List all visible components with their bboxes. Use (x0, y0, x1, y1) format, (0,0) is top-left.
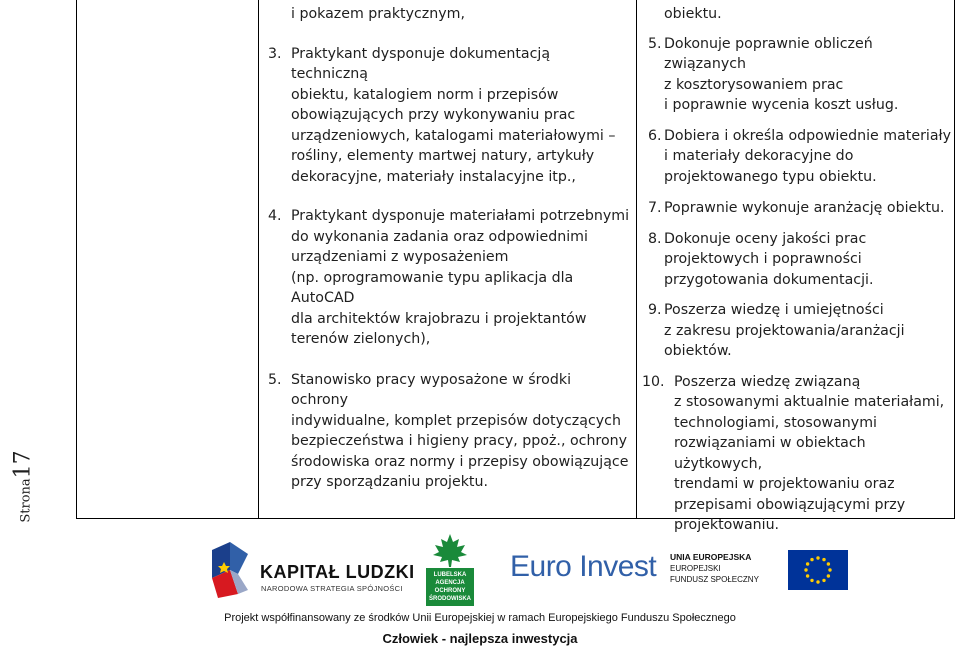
table-divider-left (258, 0, 259, 519)
table-border-left (76, 0, 77, 519)
item-line: i materiały dekoracyjne do (664, 148, 854, 164)
eu-star (822, 558, 825, 561)
eu-star (806, 562, 809, 565)
item-line: (np. oprogramowanie typu aplikacja dla AutoCAD (291, 269, 574, 306)
list-item (268, 44, 630, 188)
item-number: 3. (268, 45, 282, 62)
item-line: projektowaniu. (674, 517, 780, 533)
list-item (642, 198, 952, 219)
table-border-right (954, 0, 955, 519)
euro-invest-logo: Euro Invest (510, 550, 657, 583)
eu-star (806, 574, 809, 577)
item-line: przygotowania dokumentacji. (664, 271, 874, 288)
agency-line: OCHRONY (434, 588, 466, 594)
item-line: z stosowanymi aktualnie materiałami, (674, 394, 945, 410)
item-line: technologiami, stosowanymi (674, 414, 877, 431)
list-item (642, 126, 952, 188)
eu-star (810, 579, 813, 582)
item-line: z kosztorysowaniem prac (664, 76, 844, 93)
item-line: urządzeniami z wyposażeniem (291, 249, 509, 265)
item-number: 8. (648, 230, 662, 247)
maple-leaf-icon (422, 532, 478, 568)
item-number: 6. (648, 127, 662, 144)
kl-subtitle: NARODOWA STRATEGIA SPÓJNOŚCI (261, 584, 403, 593)
item-line: rośliny, elementy martwej natury, artykuły (291, 148, 595, 164)
item-number: 5. (648, 35, 662, 52)
item-line: Dokonuje poprawnie obliczeń związanych (664, 35, 873, 72)
left-intro-tail: i pokazem praktycznym, (291, 6, 465, 22)
item-line: Poprawnie wykonuje aranżację obiektu. (664, 200, 945, 216)
item-line: terenów zielonych), (291, 331, 431, 347)
eu-star (822, 579, 825, 582)
item-line: Poszerza wiedzę związaną (674, 373, 861, 390)
kl-title: KAPITAŁ LUDZKI (260, 562, 415, 582)
item-line: Stanowisko pracy wyposażone w środki ochrony (291, 371, 572, 408)
item-line: przepisami obowiązującymi przy (674, 496, 906, 513)
item-line: obiektu, katalogiem norm i przepisów (291, 86, 559, 103)
project-cofinancing-note: Projekt współfinansowany ze środków Unii Europejskiej w ramach Europejskiego Funduszu Społecznego (224, 612, 736, 624)
item-line: obowiązujących przy wykonywaniu prac (291, 107, 576, 123)
table-divider-mid (636, 0, 637, 519)
item-line: rozwiązaniami w obiektach użytkowych, (674, 435, 866, 472)
item-line: dekoracyjne, materiały instalacyjne itp., (291, 168, 576, 185)
footer (0, 530, 960, 650)
item-line: dla architektów krajobrazu i projektantów (291, 310, 587, 327)
ue-line-1: UNIA EUROPEJSKA (670, 552, 752, 562)
ue-line-2: EUROPEJSKI (670, 564, 721, 573)
item-line: przy sporządzaniu projektu. (291, 474, 488, 490)
agency-line: ŚRODOWISKA (429, 596, 471, 602)
agency-line: LUBELSKA (433, 572, 467, 578)
item-line: indywidualne, komplet przepisów dotyczących (291, 412, 621, 429)
item-line: do wykonania zadania oraz odpowiednimi (291, 228, 588, 245)
page-word: Strona (18, 478, 34, 523)
agency-logo (422, 532, 478, 610)
list-item (268, 206, 630, 350)
kapital-ludzki-logo (208, 540, 415, 602)
page-number: 17 (10, 450, 36, 479)
eu-star (827, 574, 830, 577)
ue-efs-logo (668, 550, 788, 610)
kapital-ludzki-emblem (208, 540, 252, 602)
eu-flag-icon (788, 550, 848, 590)
list-item (642, 229, 952, 291)
item-line: z zakresu projektowania/aranżacji (664, 322, 905, 339)
item-line: obiektów. (664, 343, 732, 359)
item-line: projektowanego typu obiektu. (664, 168, 877, 185)
item-line: bezpieczeństwa i higieny pracy, ppoż., ochrony (291, 433, 628, 449)
item-line: środowiska oraz normy i przepisy obowiązujące (291, 453, 629, 470)
item-line: urządzeniowych, katalogami materiałowymi – (291, 127, 616, 144)
eu-star (804, 568, 807, 571)
item-number: 5. (268, 371, 282, 388)
item-line: Poszerza wiedzę i umiejętności (664, 302, 884, 318)
right-intro-tail: obiektu. (664, 6, 722, 22)
conditions-column (268, 4, 630, 493)
item-line: projektowych i poprawności (664, 251, 862, 267)
item-number: 10. (642, 373, 665, 390)
item-line: Dobiera i określa odpowiednie materiały (664, 127, 951, 144)
item-number: 4. (268, 208, 282, 224)
item-line: Praktykant dysponuje dokumentacją techniczną (291, 45, 551, 82)
agency-line: AGENCJA (435, 580, 465, 586)
item-line: trendami w projektowaniu oraz (674, 476, 895, 492)
eu-star (816, 580, 819, 583)
list-item (642, 372, 952, 536)
eu-star (816, 556, 819, 559)
item-number: 7. (648, 200, 662, 216)
item-number: 9. (648, 302, 662, 318)
list-item (642, 300, 952, 362)
page-number-label (0, 448, 40, 523)
item-line: Praktykant dysponuje materiałami potrzebnymi (291, 208, 630, 224)
ue-line-3: FUNDUSZ SPOŁECZNY (670, 575, 759, 584)
criteria-column (642, 4, 952, 536)
eu-star (810, 558, 813, 561)
agency-box (426, 568, 474, 606)
list-item (642, 34, 952, 116)
eu-star (827, 562, 830, 565)
list-item (268, 370, 630, 493)
item-line: Dokonuje oceny jakości prac (664, 230, 867, 247)
slogan: Człowiek - najlepsza inwestycja (382, 631, 578, 646)
eu-star (828, 568, 831, 571)
item-line: i poprawnie wycenia koszt usług. (664, 97, 899, 113)
